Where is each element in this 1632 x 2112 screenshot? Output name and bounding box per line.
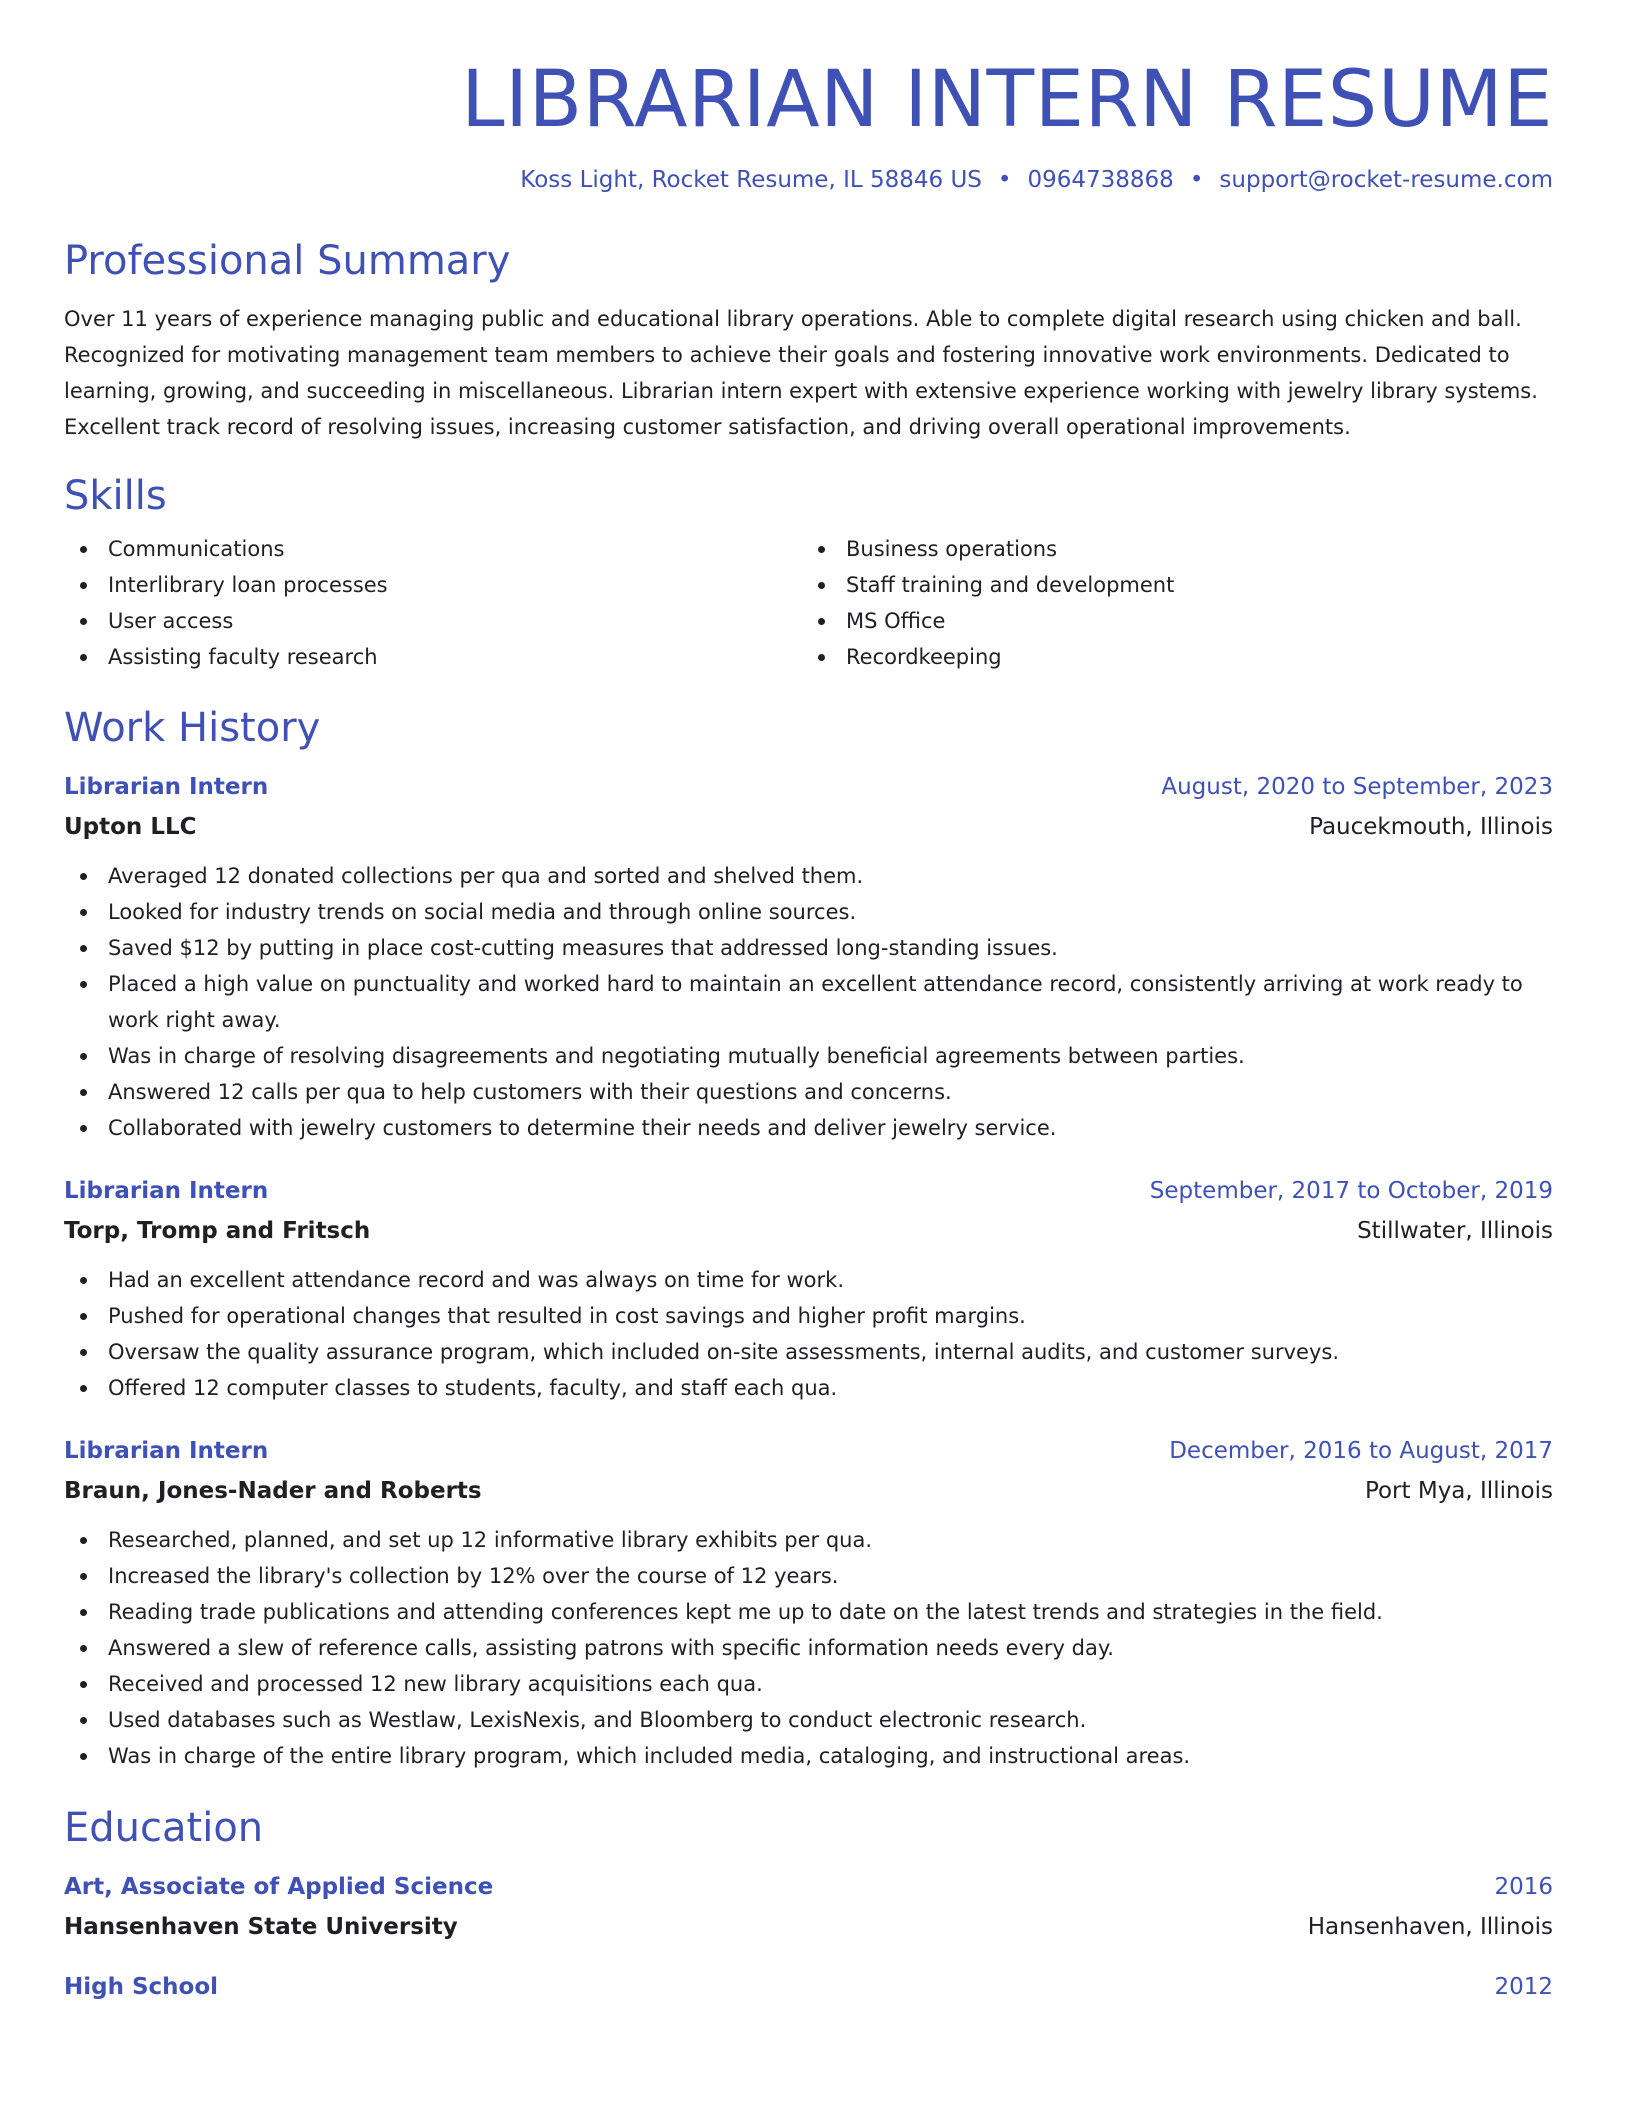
job-bullet: Answered a slew of reference calls, assisting patrons with specific information needs every day. (64, 1630, 1553, 1666)
job-bullet: Offered 12 computer classes to students, faculty, and staff each qua. (64, 1370, 1553, 1406)
skills-column-right (802, 531, 1540, 675)
skill-item: Staff training and development (802, 567, 1540, 603)
job-bullet: Reading trade publications and attending conferences kept me up to date on the latest trends and strategies in the field. (64, 1594, 1553, 1630)
job-bullets (64, 1522, 1553, 1774)
job-dates: August, 2020 to September, 2023 (1161, 774, 1553, 800)
education-degree: High School (64, 1974, 219, 2000)
skills-list (64, 531, 1553, 675)
job-bullet: Placed a high value on punctuality and worked hard to maintain an excellent attendance record, consistently arriving at work ready to work right away. (64, 966, 1553, 1038)
job-bullet: Saved $12 by putting in place cost-cutting measures that addressed long-standing issues. (64, 930, 1553, 966)
education-entry (64, 1972, 1553, 2002)
work-history-heading: Work History (64, 705, 321, 751)
skills-heading: Skills (64, 473, 167, 519)
job-bullet: Researched, planned, and set up 12 informative library exhibits per qua. (64, 1522, 1553, 1558)
resume-page (64, 0, 1553, 2002)
skill-item: MS Office (802, 603, 1540, 639)
job-location: Port Mya, Illinois (1364, 1478, 1553, 1504)
job-title: Librarian Intern (64, 1178, 269, 1204)
job-bullet: Averaged 12 donated collections per qua and sorted and shelved them. (64, 858, 1553, 894)
summary-text: Over 11 years of experience managing public and educational library operations. Able to complete digital research using chicken and ball. Recognized for motivating management team members to achieve their goals and fostering innovative work environments. Dedicated to learning, growing, and succeeding in miscellaneous. Librarian intern expert with extensive experience working with jewelry library systems. Excellent track record of resolving issues, increasing customer satisfaction, and driving overall operational improvements. (64, 307, 1538, 439)
education-degree: Art, Associate of Applied Science (64, 1874, 494, 1900)
education-heading: Education (64, 1805, 264, 1851)
job-location: Stillwater, Illinois (1357, 1218, 1553, 1244)
job-dates: September, 2017 to October, 2019 (1149, 1178, 1553, 1204)
education-school: Hansenhaven State University (64, 1914, 458, 1940)
job-company: Braun, Jones-Nader and Roberts (64, 1478, 482, 1504)
job-title: Librarian Intern (64, 1438, 269, 1464)
education-location: Hansenhaven, Illinois (1307, 1914, 1553, 1940)
job-company: Upton LLC (64, 814, 197, 840)
job-bullet: Collaborated with jewelry customers to determine their needs and deliver jewelry service. (64, 1110, 1553, 1146)
job-dates: December, 2016 to August, 2017 (1169, 1438, 1553, 1464)
job-bullet: Received and processed 12 new library acquisitions each qua. (64, 1666, 1553, 1702)
contact-email: support@rocket-resume.com (1219, 167, 1553, 193)
contact-phone: 0964738868 (1027, 167, 1174, 193)
job-company: Torp, Tromp and Fritsch (64, 1218, 371, 1244)
job-bullet: Used databases such as Westlaw, LexisNexis, and Bloomberg to conduct electronic research. (64, 1702, 1553, 1738)
job-bullet: Was in charge of resolving disagreements and negotiating mutually beneficial agreements between parties. (64, 1038, 1553, 1074)
skill-item: Business operations (802, 531, 1540, 567)
skill-item: Interlibrary loan processes (64, 567, 802, 603)
job-entry (64, 772, 1553, 1146)
job-location: Paucekmouth, Illinois (1309, 814, 1553, 840)
job-bullet: Increased the library's collection by 12% over the course of 12 years. (64, 1558, 1553, 1594)
job-title: Librarian Intern (64, 774, 269, 800)
resume-title: LIBRARIAN INTERN RESUME (461, 55, 1553, 145)
contact-separator: • (1189, 167, 1204, 193)
skills-column-left (64, 531, 802, 675)
job-bullet: Answered 12 calls per qua to help customers with their questions and concerns. (64, 1074, 1553, 1110)
summary-heading: Professional Summary (64, 238, 511, 284)
education-year: 2016 (1494, 1874, 1553, 1900)
contact-line (64, 165, 1553, 195)
job-bullet: Oversaw the quality assurance program, which included on-site assessments, internal audits, and customer surveys. (64, 1334, 1553, 1370)
job-bullet: Pushed for operational changes that resulted in cost savings and higher profit margins. (64, 1298, 1553, 1334)
job-bullet: Looked for industry trends on social media and through online sources. (64, 894, 1553, 930)
skill-item: Assisting faculty research (64, 639, 802, 675)
skill-item: Communications (64, 531, 802, 567)
education-entry (64, 1872, 1553, 1942)
job-bullets (64, 858, 1553, 1146)
job-entry (64, 1436, 1553, 1774)
job-bullet: Had an excellent attendance record and was always on time for work. (64, 1262, 1553, 1298)
skill-item: Recordkeeping (802, 639, 1540, 675)
job-bullets (64, 1262, 1553, 1406)
job-entry (64, 1176, 1553, 1406)
job-bullet: Was in charge of the entire library program, which included media, cataloging, and instructional areas. (64, 1738, 1553, 1774)
education-year: 2012 (1494, 1974, 1553, 2000)
skill-item: User access (64, 603, 802, 639)
contact-address: Koss Light, Rocket Resume, IL 58846 US (520, 167, 982, 193)
contact-separator: • (997, 167, 1012, 193)
